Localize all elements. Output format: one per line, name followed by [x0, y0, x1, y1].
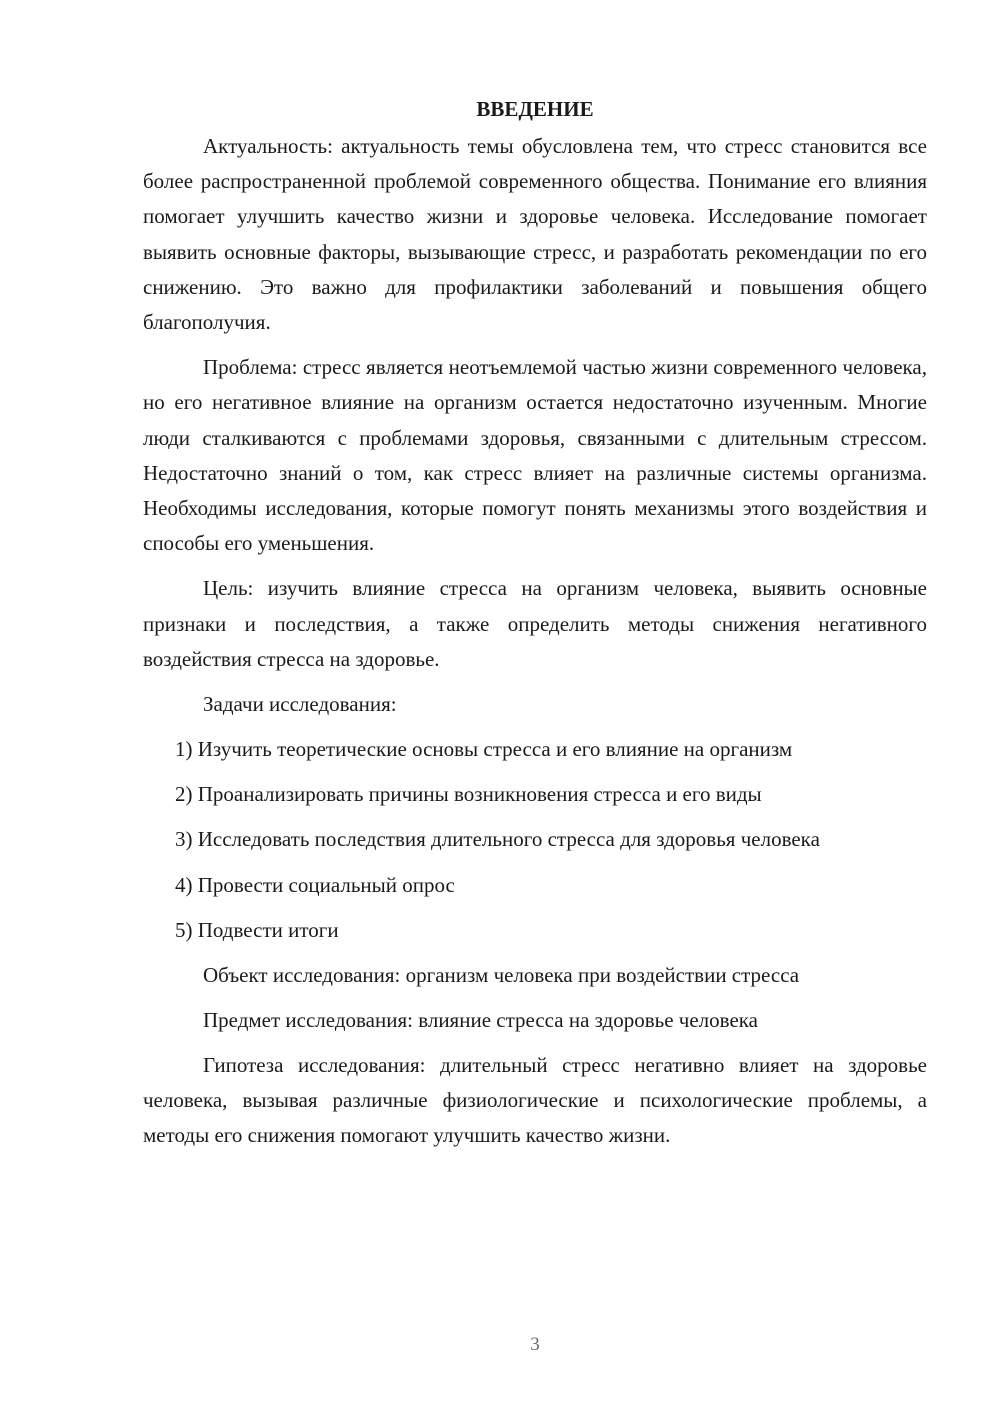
task-item-2: 2) Проанализировать причины возникновения стресса и его виды	[175, 782, 762, 807]
goal-paragraph: Цель: изучить влияние стресса на организм человека, выявить основные признаки и последствия, а также определить методы снижения негативного воздействия стресса на здоровье.	[143, 576, 927, 671]
task-item-4: 4) Провести социальный опрос	[175, 872, 455, 897]
page-number: 3	[530, 1334, 540, 1355]
hypothesis-paragraph: Гипотеза исследования: длительный стресс негативно влияет на здоровье человека, вызывая различные физиологические и психологические проблемы, а методы его снижения помогают улучшить качество жизни.	[143, 1053, 927, 1148]
problem-paragraph: Проблема: стресс является неотъемлемой частью жизни современного человека, но его негативное влияние на организм остается недостаточно изученным. Многие люди сталкиваются с проблемами здоровья, связанными с длительным стрессом. Недостаточно знаний о том, как стресс влияет на различные системы организма. Необходимы исследования, которые помогут понять механизмы этого воздействия и способы его уменьшения.	[143, 355, 927, 556]
tasks-title: Задачи исследования:	[203, 692, 397, 717]
subject-line: Предмет исследования: влияние стресса на здоровье человека	[203, 1008, 758, 1033]
object-line: Объект исследования: организм человека при воздействии стресса	[203, 963, 800, 988]
page-title: ВВЕДЕНИЕ	[476, 97, 594, 121]
document-page	[143, 92, 927, 1164]
task-item-1: 1) Изучить теоретические основы стресса и его влияние на организм	[175, 737, 793, 762]
relevance-paragraph: Актуальность: актуальность темы обусловлена тем, что стресс становится все более распространенной проблемой современного общества. Понимание его влияния помогает улучшить качество жизни и здоровье человека. Исследование помогает выявить основные факторы, вызывающие стресс, и разработать рекомендации по его снижению. Это важно для профилактики заболеваний и повышения общего благополучия.	[143, 134, 927, 335]
task-item-3: 3) Исследовать последствия длительного стресса для здоровья человека	[175, 827, 820, 852]
task-item-5: 5) Подвести итоги	[175, 917, 339, 942]
